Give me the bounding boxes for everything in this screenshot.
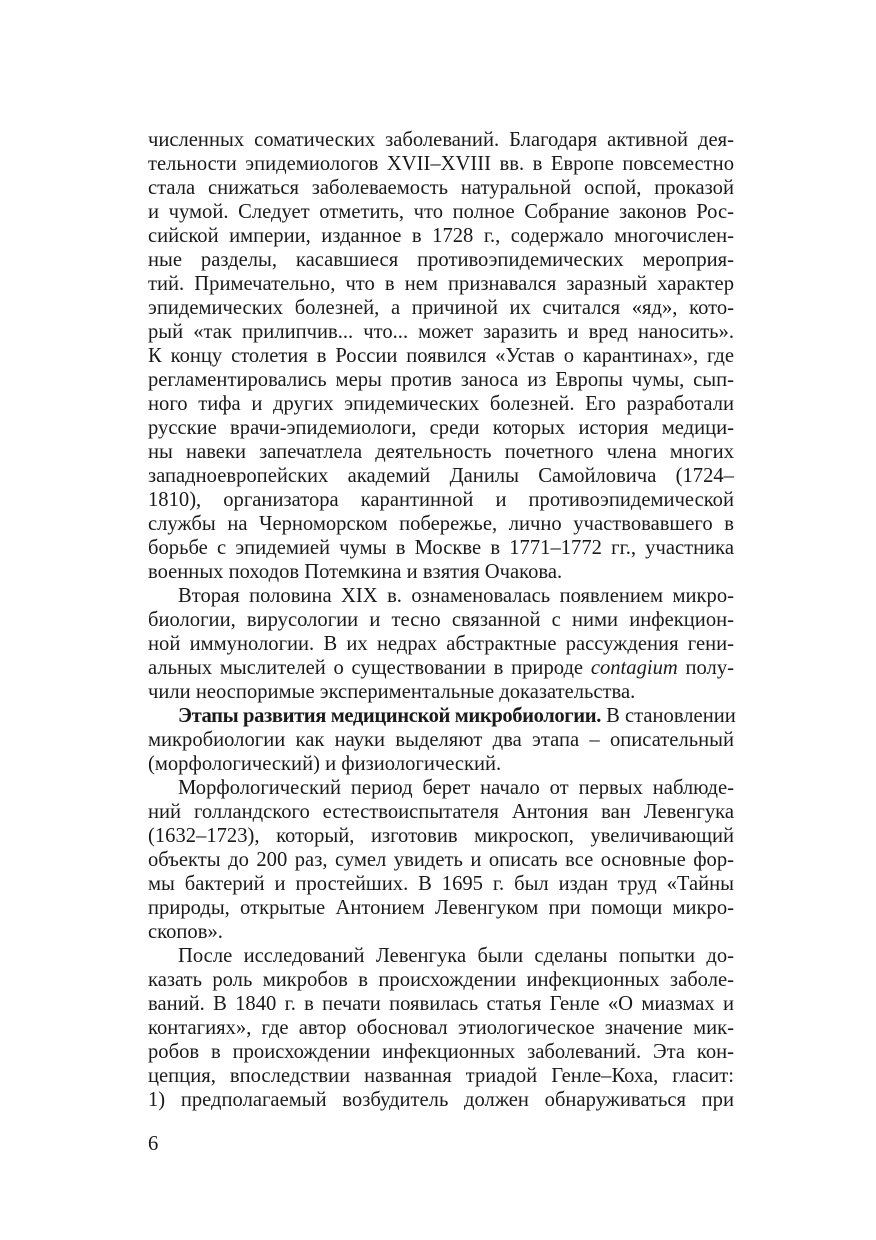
- text-line-paragraph-1: [148, 560, 734, 584]
- text-segment: (морфологический) и физиологический.: [148, 753, 502, 775]
- text-line-paragraph-1: [148, 224, 734, 248]
- text-segment: службы на Черноморском побережье, лично участвовавшего в: [148, 513, 734, 535]
- text-segment: казать роль микробов в происхождении инфекционных заболе-: [148, 969, 734, 991]
- text-line-paragraph-5: [148, 992, 734, 1016]
- text-line-paragraph-5: [148, 1040, 734, 1064]
- text-segment: микробиологии как науки выделяют два этапа – описательный: [148, 729, 734, 751]
- text-segment: Морфологический период берет начало от первых наблюде-: [178, 777, 734, 799]
- text-segment: биологии, вирусологии и тесно связанной с ними инфекцион-: [148, 609, 734, 631]
- text-segment: борьбе с эпидемией чумы в Москве в 1771–1772 гг., участника: [148, 537, 734, 559]
- text-segment: ний голландского естествоиспытателя Антония ван Левенгука: [148, 801, 734, 823]
- text-segment: контагиях», где автор обосновал этиологическое значение мик-: [148, 1017, 734, 1039]
- text-segment: ваний. В 1840 г. в печати появилась статья Генле «О миазмах и: [148, 993, 734, 1015]
- text-line-paragraph-1: [148, 416, 734, 440]
- text-line-paragraph-1: [148, 512, 734, 536]
- text-line-paragraph-4: [148, 848, 734, 872]
- text-segment: К концу столетия в России появился «Устав о карантинах», где: [148, 345, 734, 367]
- text-line-paragraph-4: [148, 824, 734, 848]
- bold-heading-text: Этапы развития медицинской микробиологии.: [178, 705, 601, 727]
- text-line-paragraph-3: [148, 752, 734, 776]
- text-segment: полу-: [677, 657, 734, 679]
- text-line-paragraph-5: [148, 968, 734, 992]
- text-segment: тельности эпидемиологов XVII–XVIII вв. в Европе повсеместно: [148, 153, 734, 175]
- text-line-paragraph-2: [148, 656, 734, 680]
- text-line-paragraph-4: [148, 896, 734, 920]
- text-line-paragraph-1: [148, 488, 734, 512]
- text-line-paragraph-3: [148, 704, 734, 728]
- text-line-paragraph-2: [148, 584, 734, 608]
- text-line-paragraph-1: [148, 296, 734, 320]
- text-line-paragraph-5: [148, 1088, 734, 1112]
- text-line-paragraph-1: [148, 320, 734, 344]
- text-segment: ного тифа и других эпидемических болезней. Его разработали: [148, 393, 734, 415]
- text-segment: ной иммунологии. В их недрах абстрактные рассуждения гени-: [148, 633, 734, 655]
- text-segment: эпидемических болезней, а причиной их считался «яд», кото-: [148, 297, 734, 319]
- text-line-paragraph-2: [148, 608, 734, 632]
- text-line-paragraph-5: [148, 944, 734, 968]
- text-line-paragraph-1: [148, 128, 734, 152]
- text-line-paragraph-1: [148, 152, 734, 176]
- text-segment: сийской империи, изданное в 1728 г., содержало многочислен-: [148, 225, 734, 247]
- text-segment: чили неоспоримые экспериментальные доказательства.: [148, 681, 636, 703]
- text-line-paragraph-4: [148, 800, 734, 824]
- text-line-paragraph-1: [148, 464, 734, 488]
- text-line-paragraph-1: [148, 200, 734, 224]
- text-line-paragraph-5: [148, 1016, 734, 1040]
- text-segment: альных мыслителей о существовании в природе: [148, 657, 591, 679]
- text-line-paragraph-1: [148, 368, 734, 392]
- text-line-paragraph-1: [148, 440, 734, 464]
- text-segment: цепция, впоследствии названная триадой Генле–Коха, гласит:: [148, 1065, 734, 1087]
- text-line-paragraph-4: [148, 776, 734, 800]
- text-segment: (1632–1723), который, изготовив микроскоп, увеличивающий: [148, 825, 734, 847]
- text-segment: и чумой. Следует отметить, что полное Собрание законов Рос-: [148, 201, 734, 223]
- text-segment: регламентировались меры против заноса из Европы чумы, сып-: [148, 369, 734, 391]
- text-segment: стала снижаться заболеваемость натуральной оспой, проказой: [148, 177, 734, 199]
- text-line-paragraph-2: [148, 632, 734, 656]
- text-line-paragraph-1: [148, 536, 734, 560]
- text-segment: ные разделы, касавшиеся противоэпидемических мероприя-: [148, 249, 734, 271]
- text-segment: Вторая половина XIX в. ознаменовалась появлением микро-: [178, 585, 734, 607]
- text-line-paragraph-4: [148, 920, 734, 944]
- text-segment: объекты до 200 раз, сумел увидеть и описать все основные фор-: [148, 849, 734, 871]
- body-text: [148, 128, 734, 1112]
- text-line-paragraph-1: [148, 344, 734, 368]
- text-segment: рый «так прилипчив... что... может заразить и вред наносить».: [148, 321, 734, 343]
- text-segment: западноевропейских академий Данилы Самойловича (1724–: [148, 465, 734, 487]
- text-segment: численных соматических заболеваний. Благодаря активной дея-: [148, 129, 734, 151]
- text-segment: ны навеки запечатлела деятельность почетного члена многих: [148, 441, 734, 463]
- page-number: 6: [148, 1133, 159, 1155]
- italic-term: contagium: [590, 657, 678, 679]
- text-segment: тий. Примечательно, что в нем признавался заразный характер: [148, 273, 734, 295]
- text-segment: русские врачи-эпидемиологи, среди которых история медици-: [148, 417, 734, 439]
- text-segment: мы бактерий и простейших. В 1695 г. был издан труд «Тайны: [148, 873, 734, 895]
- text-line-paragraph-5: [148, 1064, 734, 1088]
- text-segment: скопов».: [148, 921, 223, 943]
- text-segment: После исследований Левенгука были сделаны попытки до-: [178, 945, 734, 967]
- text-segment: робов в происхождении инфекционных заболеваний. Эта кон-: [148, 1041, 734, 1063]
- text-line-paragraph-1: [148, 392, 734, 416]
- text-segment: военных походов Потемкина и взятия Очакова.: [148, 561, 563, 583]
- text-segment: 1) предполагаемый возбудитель должен обнаруживаться при: [148, 1089, 734, 1111]
- text-segment: 1810), организатора карантинной и противоэпидемической: [148, 489, 734, 511]
- text-segment: природы, открытые Антонием Левенгуком при помощи микро-: [148, 897, 734, 919]
- text-line-paragraph-1: [148, 272, 734, 296]
- text-line-paragraph-3: [148, 728, 734, 752]
- text-line-paragraph-2: [148, 680, 734, 704]
- text-line-paragraph-4: [148, 872, 734, 896]
- text-line-paragraph-1: [148, 248, 734, 272]
- text-line-paragraph-1: [148, 176, 734, 200]
- text-segment: В становлении: [600, 705, 736, 727]
